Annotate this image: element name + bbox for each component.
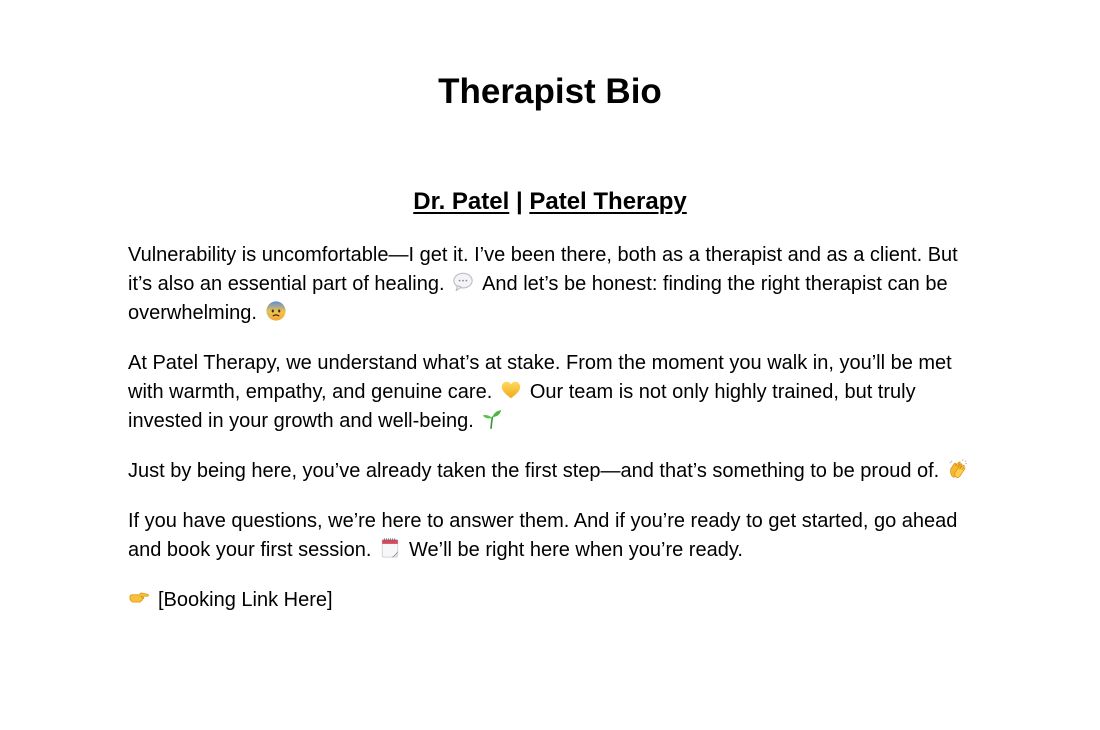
paragraph-1-text-a: Vulnerability is uncomfortable—I get it. I’ve been there, both as a therapist and as a client. But it’s also an essential part of healing. [128,244,958,295]
paragraph-2 [128,349,978,436]
paragraph-4-text-a: If you have questions, we’re here to answer them. And if you’re ready to get started, go ahead and book your first session. [128,510,958,561]
booking-line [128,586,978,615]
paragraph-1-text-b: And let’s be honest: finding the right therapist can be overwhelming. [128,273,948,324]
clapping-hands-icon [947,458,969,480]
paragraph-4-text-b: We’ll be right here when you’re ready. [409,539,743,561]
paragraph-1 [128,241,978,328]
speech-bubble-icon [452,271,474,293]
bio-body [128,241,978,636]
pointing-right-icon [128,587,150,609]
subtitle-separator: | [509,188,530,215]
calendar-icon [379,537,401,559]
page-title: Therapist Bio [438,72,662,111]
subtitle [0,186,1100,218]
paragraph-3-text: Just by being here, you’ve already taken the first step—and that’s something to be proud of. [128,460,940,482]
seedling-icon [481,408,503,430]
paragraph-2-text-a: At Patel Therapy, we understand what’s at stake. From the moment you walk in, you’ll be met with warmth, empathy, and genuine care. [128,352,952,403]
paragraph-4 [128,507,978,565]
anxious-face-icon [265,300,287,322]
yellow-heart-icon [500,379,522,401]
paragraph-3 [128,457,978,486]
paragraph-2-text-b: Our team is not only highly trained, but truly invested in your growth and well-being. [128,381,916,432]
booking-link[interactable]: [Booking Link Here] [158,589,333,611]
therapist-name: Dr. Patel [413,188,510,215]
practice-name: Patel Therapy [529,188,687,215]
